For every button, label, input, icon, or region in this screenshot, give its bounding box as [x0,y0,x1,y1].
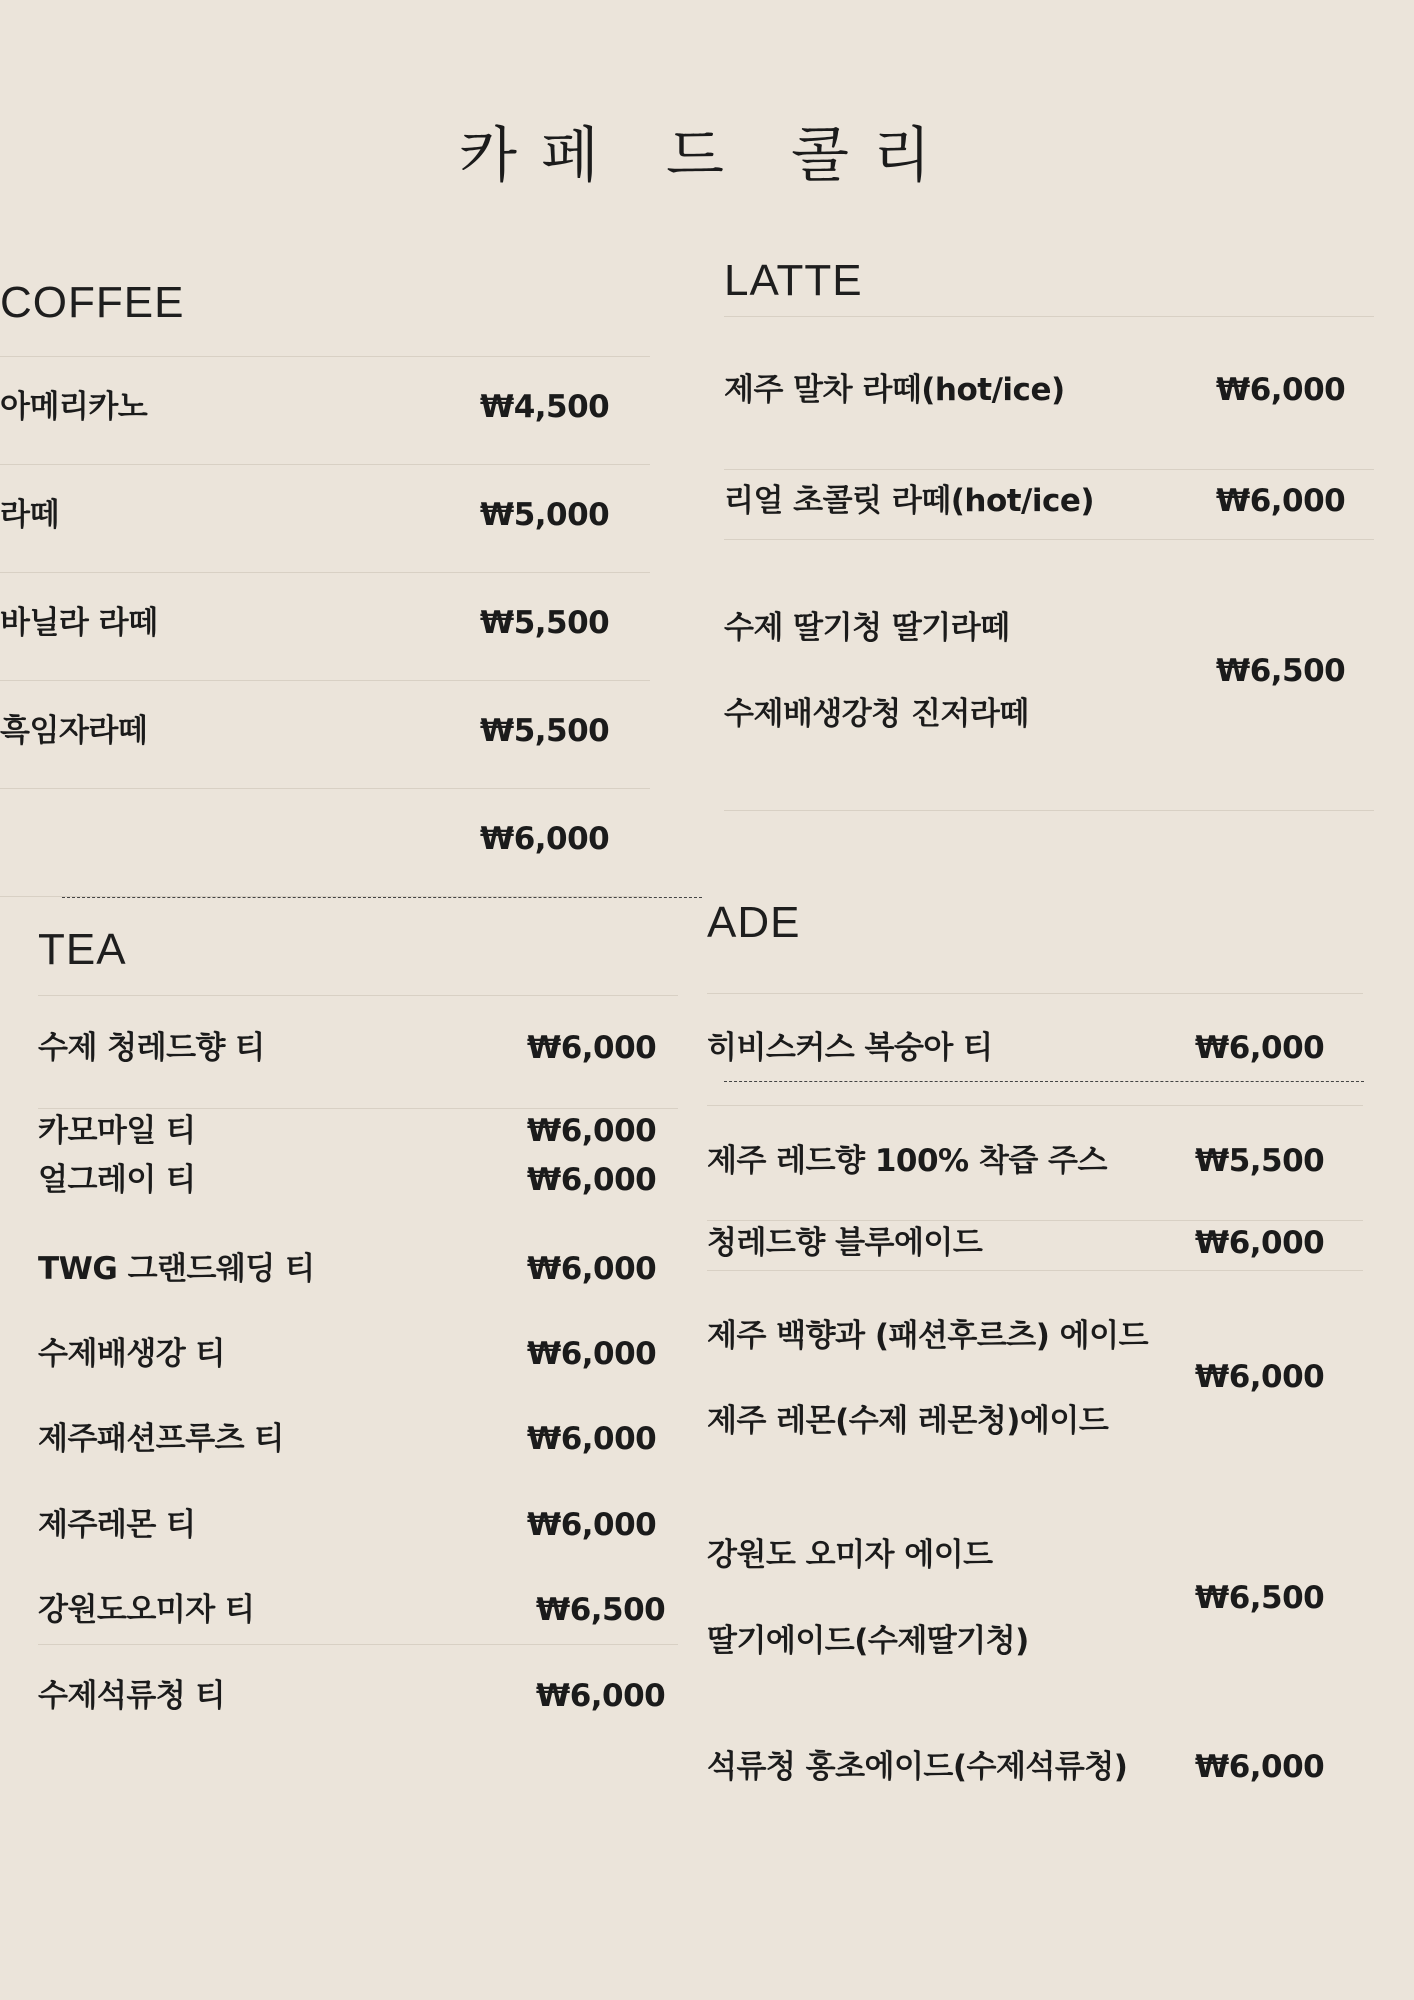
coffee-divider [0,788,650,789]
coffee-item-price: ₩5,000 [480,497,610,533]
ade-item-name: 제주 백향과 (패션후르츠) 에이드 [707,1318,1149,1354]
ade-item-name: 강원도 오미자 에이드 [707,1537,993,1573]
coffee-divider [0,464,650,465]
tea-item-price: ₩6,000 [527,1421,657,1457]
tea-item-price: ₩6,000 [527,1336,657,1372]
tea-divider [38,1644,678,1645]
coffee-item-name: 흑임자라떼 [0,713,148,749]
tea-item-price: ₩6,000 [536,1678,666,1714]
tea-item-name: TWG 그랜드웨딩 티 [38,1251,315,1287]
tea-divider [38,1108,678,1109]
ade-item-price: ₩6,500 [1195,1580,1325,1616]
section-dashed-divider [724,1081,1364,1082]
ade-item-name: 히비스커스 복숭아 티 [707,1030,993,1066]
ade-divider [707,1220,1363,1221]
ade-item-price: ₩6,000 [1195,1030,1325,1066]
ade-divider [707,1270,1363,1271]
tea-item-name: 수제배생강 티 [38,1336,225,1372]
tea-item-name: 제주레몬 티 [38,1507,196,1543]
latte-item-name: 리얼 초콜릿 라떼(hot/ice) [724,483,1095,519]
ade-item-name: 석류청 홍초에이드(수제석류청) [707,1749,1128,1785]
ade-item-price: ₩6,000 [1195,1225,1325,1261]
section-dashed-divider [62,897,702,898]
coffee-item-name: 라떼 [0,497,59,533]
tea-item-price: ₩6,000 [527,1251,657,1287]
ade-item-name: 청레드향 블루에이드 [707,1225,983,1261]
coffee-item-name: 바닐라 라떼 [0,605,158,641]
latte-item-price: ₩6,000 [1216,372,1346,408]
tea-item-price: ₩6,000 [527,1030,657,1066]
latte-item-name: 제주 말차 라떼(hot/ice) [724,372,1065,408]
ade-item-price: ₩6,000 [1195,1359,1325,1395]
latte-divider [724,469,1374,470]
ade-item-name: 제주 레몬(수제 레몬청)에이드 [707,1403,1109,1439]
tea-item-price: ₩6,500 [536,1592,666,1628]
ade-divider [707,1105,1363,1106]
ade-item-price: ₩6,000 [1195,1749,1325,1785]
latte-divider [724,539,1374,540]
coffee-item-price: ₩6,000 [480,821,610,857]
latte-item-name: 수제배생강청 진저라떼 [724,696,1029,732]
tea-divider [38,995,678,996]
tea-item-name: 수제석류청 티 [38,1678,225,1714]
tea-item-name: 카모마일 티 [38,1113,196,1149]
ade-heading: ADE [707,898,801,947]
latte-item-price: ₩6,500 [1216,653,1346,689]
tea-item-name: 제주패션프루츠 티 [38,1421,284,1457]
latte-item-price: ₩6,000 [1216,483,1346,519]
coffee-divider [0,680,650,681]
coffee-item-name: 아메리카노 [0,389,148,425]
tea-item-name: 수제 청레드향 티 [38,1030,265,1066]
coffee-item-price: ₩4,500 [480,389,610,425]
tea-item-name: 얼그레이 티 [38,1162,196,1198]
coffee-divider [0,356,650,357]
latte-heading: LATTE [724,256,863,305]
latte-item-name: 수제 딸기청 딸기라떼 [724,610,1010,646]
coffee-heading: COFFEE [0,278,185,327]
tea-item-price: ₩6,000 [527,1113,657,1149]
tea-item-price: ₩6,000 [527,1507,657,1543]
coffee-divider [0,572,650,573]
tea-item-price: ₩6,000 [527,1162,657,1198]
tea-item-name: 강원도오미자 티 [38,1592,255,1628]
coffee-item-price: ₩5,500 [480,605,610,641]
ade-divider [707,993,1363,994]
tea-heading: TEA [38,925,127,974]
page-title: 카페 드 콜리 [459,121,955,191]
ade-item-name: 딸기에이드(수제딸기청) [707,1623,1029,1659]
ade-item-name: 제주 레드향 100% 착즙 주스 [707,1143,1107,1179]
coffee-item-price: ₩5,500 [480,713,610,749]
latte-divider [724,316,1374,317]
ade-item-price: ₩5,500 [1195,1143,1325,1179]
latte-divider [724,810,1374,811]
